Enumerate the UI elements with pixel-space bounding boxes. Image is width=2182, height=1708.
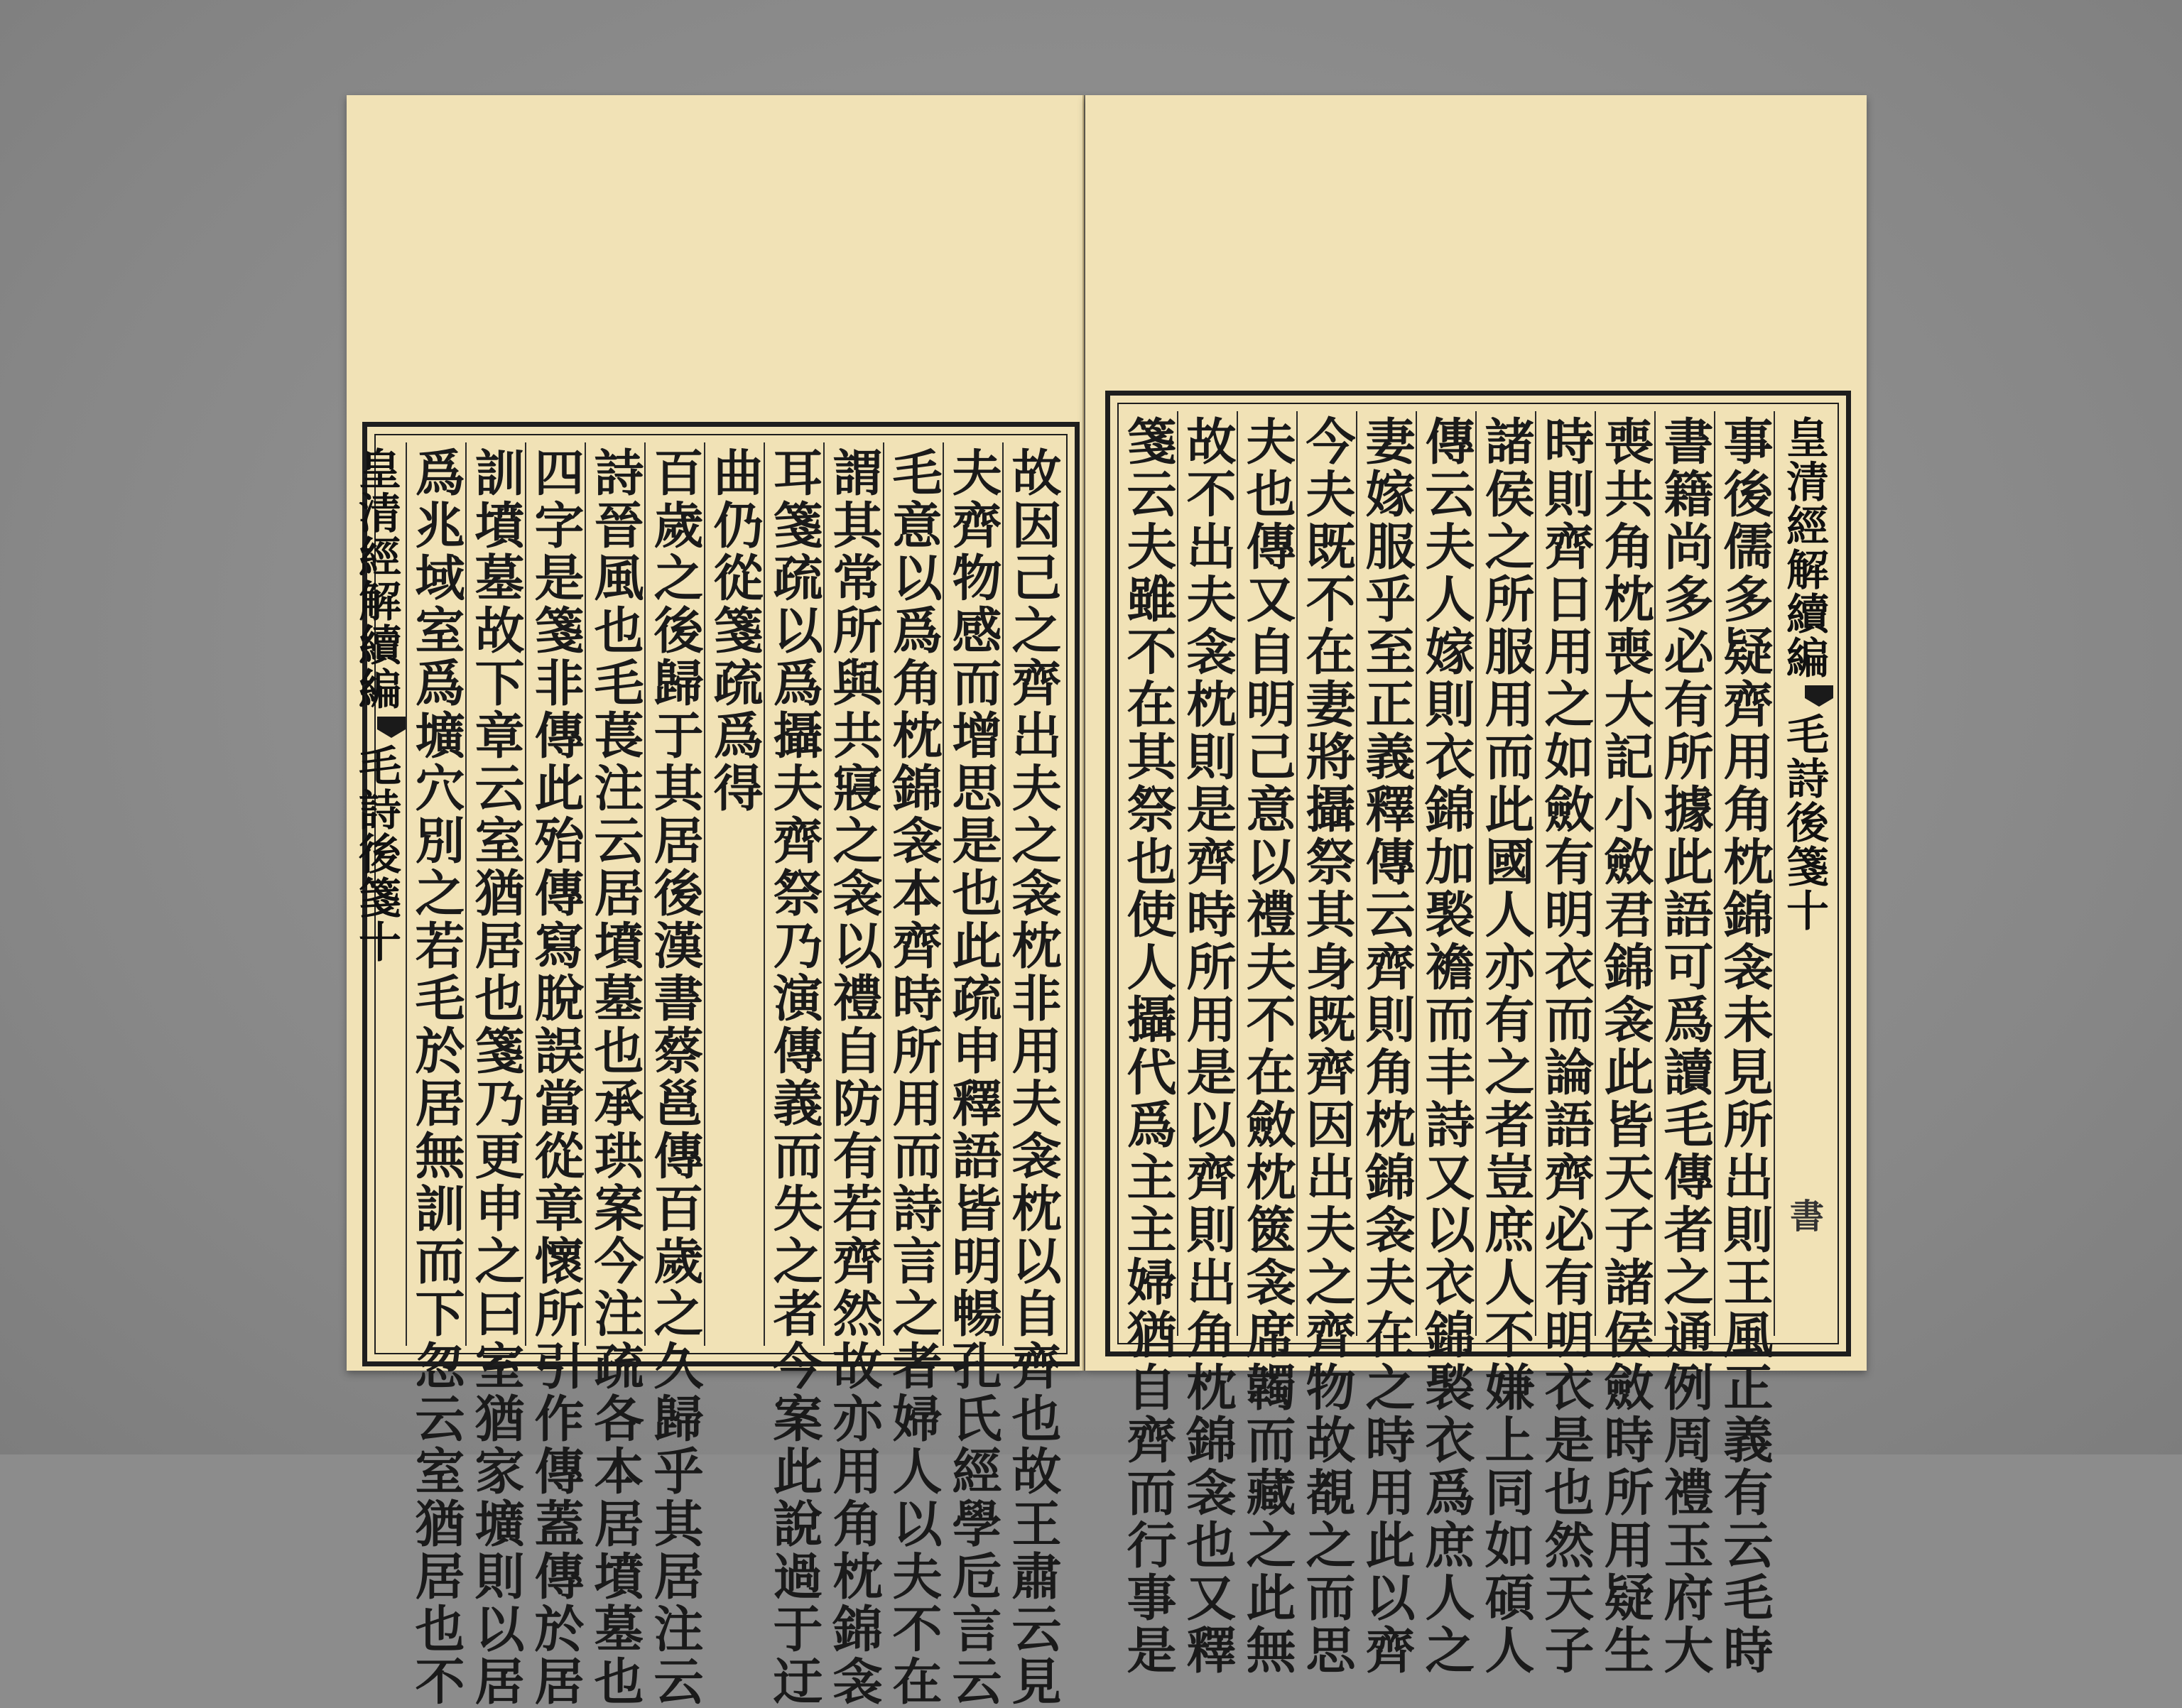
left-margin-title: 皇清經解續編 (352, 447, 401, 711)
left-columns (352, 442, 1063, 1708)
left-col-5: 耳箋疏以爲攝夫齊祭乃演傳義而失之者今案此說過于迂 (764, 442, 823, 1346)
left-col-7: 百歲之後歸于其居後漢書蔡邕傳百歲之久歸乎其居注云 (644, 442, 704, 1346)
fish-tail-mark-icon (377, 717, 406, 738)
left-col-10: 訓墳墓故下章云室猶居也箋乃更申之曰室猶家壙則以居 (465, 442, 525, 1346)
left-margin-strip (347, 442, 406, 1346)
right-col-4: 時則齊日用之如斂有明衣而論語齊必有明衣是也然天子 (1535, 411, 1595, 1336)
right-col-9: 夫也傳又自明己意以禮夫不在斂枕篋衾席韣而藏之此無 (1237, 411, 1296, 1336)
right-columns (1119, 411, 1833, 1677)
right-col-10: 故不出夫衾枕則是齊時所用是以齊則出角枕錦衾也又釋 (1177, 411, 1237, 1336)
left-col-1: 故因己之齊出夫之衾枕非用夫衾枕以自齊也故王肅云見 (1002, 442, 1062, 1346)
left-col-2: 夫齊物感而增思是也此疏申釋語皆明暢孔氏經學卮言云 (943, 442, 1002, 1346)
right-text-frame (1105, 391, 1851, 1677)
right-page (1085, 95, 1867, 1677)
right-col-5: 諸侯之所服用而此國人亦有之者豈庶人不嫌上同如碩人 (1475, 411, 1535, 1336)
left-text-frame (352, 422, 1080, 1708)
right-col-2: 書籍尚多必有所據此語可爲讀毛傳者之通例周禮玉府大 (1654, 411, 1714, 1336)
right-col-7: 妻嫁服乎至正義釋傳云齊則角枕錦衾夫在之時用此以齊 (1356, 411, 1416, 1336)
left-page (347, 95, 1084, 1708)
left-margin-section: 毛詩後箋十 (352, 744, 401, 964)
left-col-3: 毛意以爲角枕錦衾本齊時所用而詩言之者婦人以夫不在 (883, 442, 943, 1346)
left-col-4: 謂其常所與共寢之衾以禮自防有若齊然故亦用角枕錦衾 (823, 442, 883, 1346)
right-folio-mark: 書 (1789, 1197, 1824, 1236)
right-col-6: 傳云夫人嫁則衣錦加褧襜而丰詩又以衣錦褧衣爲庶人之 (1416, 411, 1475, 1336)
right-col-8: 今夫既不在妻將攝祭其身既齊因出夫之齊物故覩之而思 (1296, 411, 1356, 1336)
left-col-6: 曲仍從箋疏爲得 (704, 442, 764, 1346)
fish-tail-mark-icon (1805, 685, 1833, 707)
right-col-3: 喪共角枕喪大記小斂君錦衾此皆天子諸侯斂時所用疑生 (1595, 411, 1654, 1336)
right-margin-section: 毛詩後箋十 (1779, 712, 1829, 932)
left-col-9: 四字是箋非傳此殆傳寫脫誤當從章懷所引作傳蓋傳於居 (525, 442, 585, 1346)
left-col-8: 詩晉風也毛萇注云居墳墓也承珙案今注疏各本居墳墓也 (585, 442, 644, 1346)
left-col-11: 爲兆域室爲壙穴別之若毛於居無訓而下忽云室猶居也不 (406, 442, 465, 1346)
right-col-11: 箋云夫雖不在其祭也使人攝代爲主主婦猶自齊而行事是 (1119, 415, 1178, 1677)
right-margin-title: 皇清經解續編 (1779, 415, 1829, 680)
right-col-1: 事後儒多疑齊用角枕錦衾未見所出則王風正義有云毛時 (1714, 411, 1774, 1336)
